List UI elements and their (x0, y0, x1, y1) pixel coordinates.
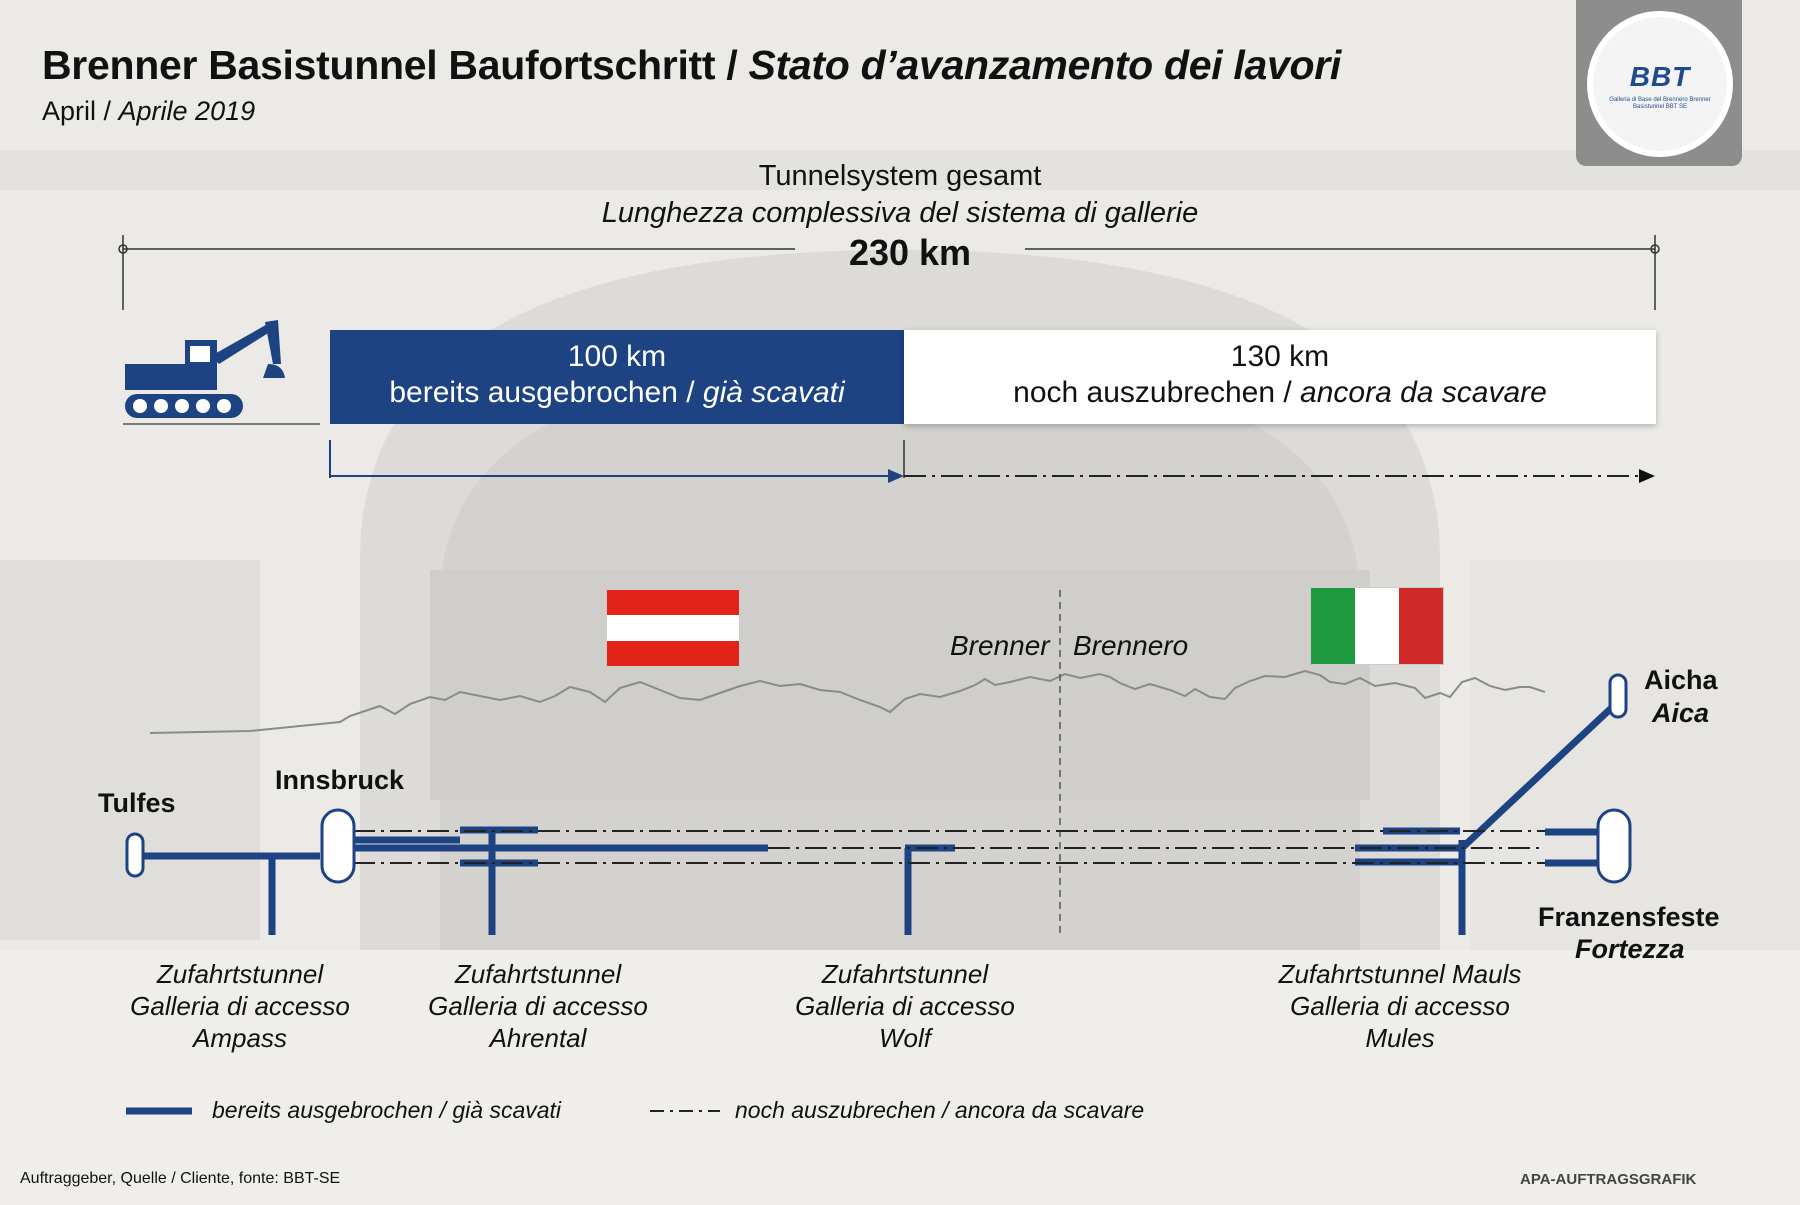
place-fortezza: Fortezza (1575, 934, 1685, 964)
footer-credit: APA-AUFTRAGSGRAFIK (1520, 1171, 1697, 1188)
mountain-profile (150, 671, 1545, 733)
progress-bar-todo (904, 330, 1656, 424)
portal-franzensfeste (1598, 810, 1630, 882)
progress-arrowhead-done (888, 469, 904, 483)
access-label-wolf: Zufahrtstunnel Galleria di accesso Wolf (795, 959, 1015, 1053)
border-label-at: Brenner (950, 630, 1050, 661)
austria-flag (606, 589, 740, 667)
access-label-ahrental: Zufahrtstunnel Galleria di accesso Ahrental (428, 959, 648, 1053)
place-aicha: Aicha (1644, 665, 1718, 695)
system-total: 230 km (848, 232, 972, 273)
place-franzensfeste: Franzensfeste (1538, 902, 1720, 932)
todo-value: 130 km (1230, 340, 1330, 373)
place-aica: Aica (1652, 698, 1710, 728)
system-label-it: Lunghezza complessiva del sistema di gallerie (601, 197, 1199, 229)
system-label-de: Tunnelsystem gesamt (758, 160, 1042, 192)
portal-tulfes (127, 834, 143, 876)
portal-innsbruck (322, 810, 354, 882)
access-label-ampass: Zufahrtstunnel Galleria di accesso Ampass (130, 959, 350, 1053)
progress-bar-done (330, 330, 904, 424)
done-label: bereits ausgebrochen / già scavati (389, 376, 845, 409)
portal-aicha (1610, 675, 1626, 717)
border-label-it: Brennero (1073, 630, 1189, 661)
page-title: Brenner Basistunnel Baufortschritt / Stato d’avanzamento dei lavori (42, 42, 1342, 88)
date-label: April / Aprile 2019 (42, 96, 256, 126)
place-tulfes: Tulfes (98, 788, 176, 818)
legend-todo-label: noch auszubrechen / ancora da scavare (735, 1097, 1145, 1123)
footer-source: Auftraggeber, Quelle / Cliente, fonte: BBT-SE (20, 1170, 341, 1187)
legend-done-label: bereits ausgebrochen / già scavati (212, 1097, 562, 1123)
bbt-logo: BBT Galleria di Base del Brennero Brenner Basistunnel BBT SE (1576, 0, 1742, 166)
excavator-icon (123, 316, 293, 421)
place-innsbruck: Innsbruck (275, 765, 405, 795)
italy-flag (1310, 587, 1444, 665)
access-label-mauls: Zufahrtstunnel Mauls Galleria di accesso Mules (1278, 959, 1522, 1053)
progress-arrowhead-todo (1639, 469, 1655, 483)
todo-label: noch auszubrechen / ancora da scavare (1013, 376, 1547, 409)
done-value: 100 km (567, 340, 667, 373)
